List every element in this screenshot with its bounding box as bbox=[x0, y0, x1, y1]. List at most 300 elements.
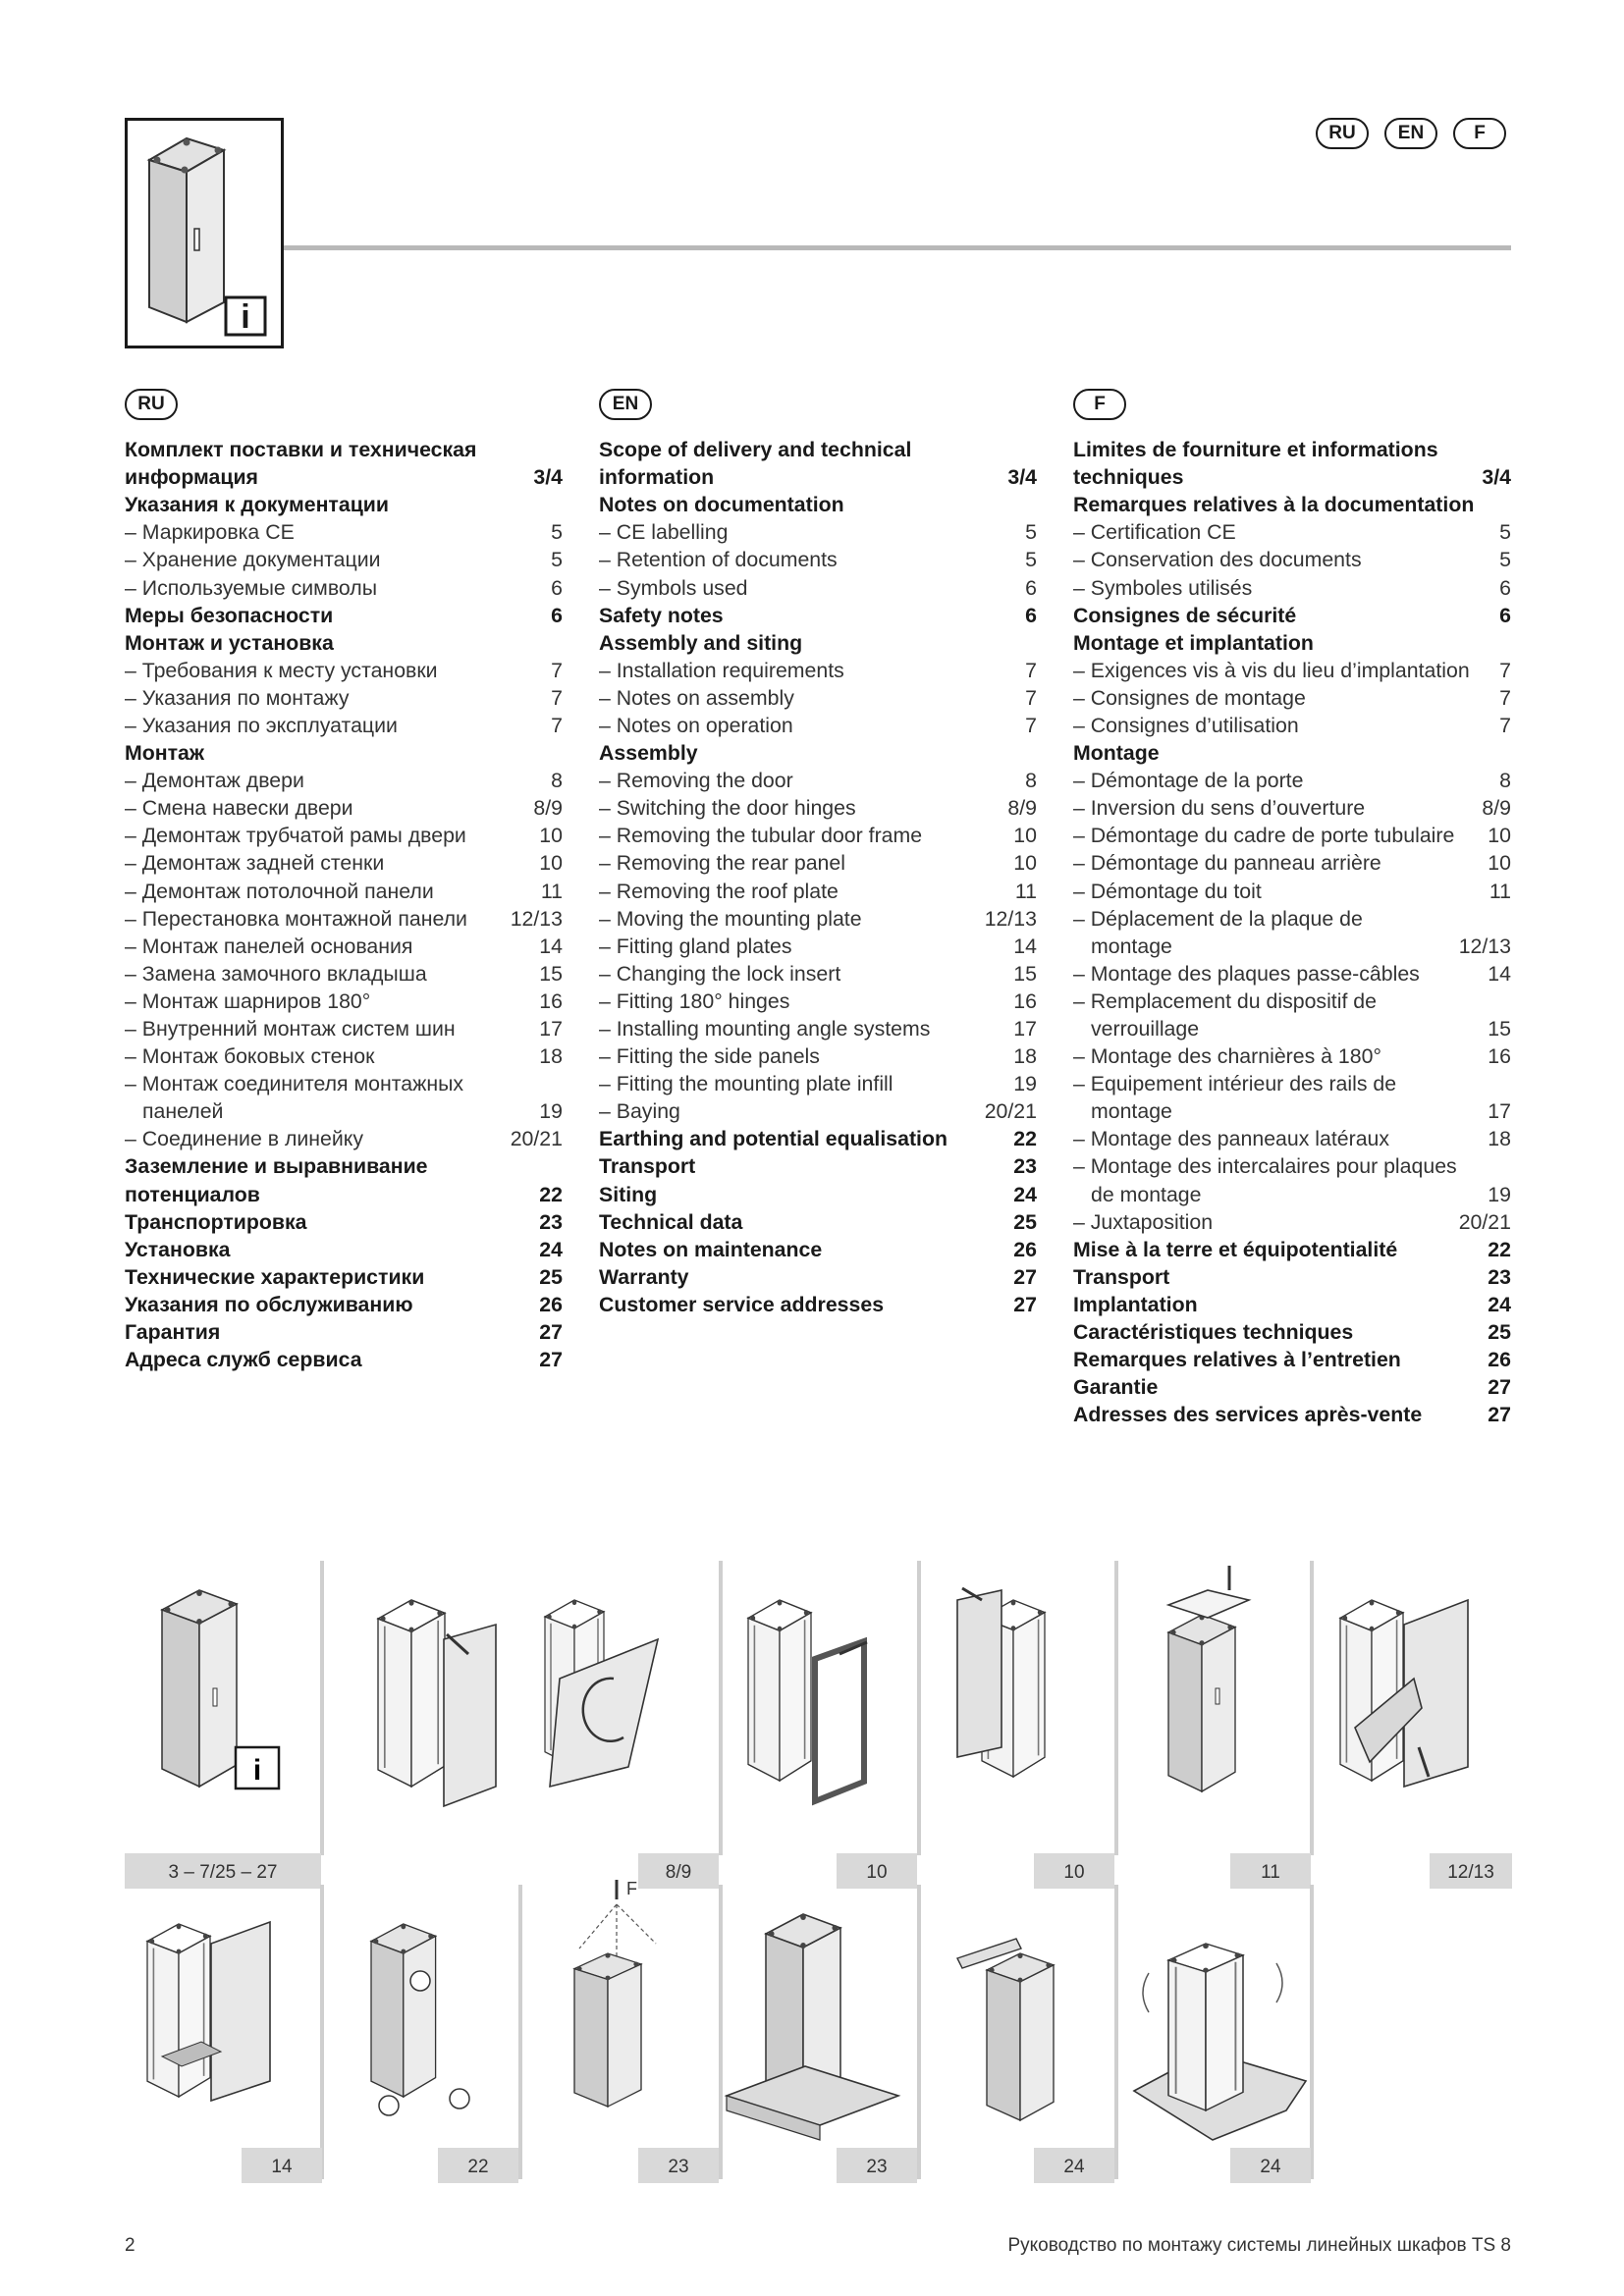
toc-entry-label: – Consignes d’utilisation bbox=[1073, 713, 1299, 737]
toc-entry-page: 10 bbox=[1488, 824, 1511, 848]
toc-entry-label: – Démontage du cadre de porte tubulaire bbox=[1073, 824, 1455, 848]
toc-heading bbox=[1073, 739, 1511, 767]
toc-subentry bbox=[599, 960, 1037, 988]
toc-heading bbox=[599, 1152, 1037, 1180]
toc-entry-label: – Installation requirements bbox=[599, 658, 844, 682]
toc-entry-page: 14 bbox=[1013, 934, 1037, 958]
cabinet-info-icon bbox=[128, 121, 281, 346]
toc-entry-label: Siting bbox=[599, 1182, 658, 1206]
toc-subentry bbox=[599, 822, 1037, 849]
toc-entry-label: Заземление и выравнивание потенциалов bbox=[125, 1154, 428, 1206]
toc-subentry bbox=[1073, 1070, 1511, 1125]
toc-heading bbox=[599, 491, 1037, 518]
toc-entry-page: 20/21 bbox=[984, 1099, 1037, 1124]
toc-column-ru bbox=[125, 389, 563, 1373]
toc-entry-page: 3/4 bbox=[1482, 465, 1511, 490]
toc-entry-label: – Fitting gland plates bbox=[599, 934, 792, 958]
figure-10 bbox=[727, 1914, 898, 2140]
toc-heading bbox=[1073, 1346, 1511, 1373]
toc-entry-page: 15 bbox=[1013, 961, 1037, 986]
figure-caption: 22 bbox=[467, 2157, 489, 2177]
figure-5 bbox=[1168, 1566, 1249, 1791]
toc-entry-label: – Exigences vis à vis du lieu d’implantation bbox=[1073, 658, 1470, 682]
toc-entry-page: 10 bbox=[1488, 851, 1511, 876]
toc-lang-badge: F bbox=[1073, 389, 1126, 420]
toc-entry-page: 27 bbox=[1013, 1264, 1037, 1289]
toc-subentry bbox=[1073, 988, 1511, 1042]
toc-entry-label: Mise à la terre et équipotentialité bbox=[1073, 1237, 1398, 1261]
toc-heading bbox=[599, 1125, 1037, 1152]
toc-heading bbox=[599, 1263, 1037, 1291]
toc-entry-label: Transport bbox=[1073, 1264, 1170, 1289]
toc-heading bbox=[599, 602, 1037, 629]
toc-entry-label: Transport bbox=[599, 1154, 696, 1179]
lang-badge-ru: RU bbox=[1316, 118, 1369, 149]
toc-entry-label: – Montage des plaques passe-câbles bbox=[1073, 961, 1420, 986]
toc-entry-label: Notes on documentation bbox=[599, 493, 844, 517]
toc-entry-label: – Монтаж соединителя монтажных панелей bbox=[125, 1072, 464, 1124]
toc-entries bbox=[599, 436, 1037, 1318]
toc-heading bbox=[599, 1208, 1037, 1236]
toc-entry-page: 27 bbox=[539, 1320, 563, 1345]
toc-subentry bbox=[1073, 1152, 1511, 1207]
toc-entry-label: – Montage des charnières à 180° bbox=[1073, 1044, 1381, 1069]
toc-heading bbox=[1073, 1236, 1511, 1263]
toc-subentry bbox=[599, 878, 1037, 905]
toc-entry-label: Адреса служб сервиса bbox=[125, 1348, 362, 1372]
toc-subentry bbox=[599, 767, 1037, 794]
toc-entry-label: – Демонтаж потолочной панели bbox=[125, 879, 434, 903]
toc-entry-page: 3/4 bbox=[1007, 465, 1037, 490]
toc-subentry bbox=[125, 794, 563, 822]
toc-entry-label: – Монтаж боковых стенок bbox=[125, 1044, 375, 1069]
toc-entry-label: – Baying bbox=[599, 1099, 680, 1124]
lang-badge-f: F bbox=[1453, 118, 1506, 149]
toc-entry-label: Caractéristiques techniques bbox=[1073, 1320, 1354, 1345]
toc-heading bbox=[125, 629, 563, 657]
column-divider bbox=[719, 1885, 723, 2179]
toc-subentry bbox=[125, 1015, 563, 1042]
toc-entry-label: – Démontage du panneau arrière bbox=[1073, 851, 1381, 876]
toc-entry-page: 25 bbox=[539, 1264, 563, 1289]
toc-entry-page: 16 bbox=[1013, 988, 1037, 1013]
toc-entry-page: 5 bbox=[1499, 520, 1511, 545]
toc-entry-page: 15 bbox=[1488, 1017, 1511, 1041]
toc-entry-page: 17 bbox=[1013, 1017, 1037, 1041]
toc-entry-page: 8/9 bbox=[533, 796, 563, 821]
toc-entry-label: – Changing the lock insert bbox=[599, 961, 841, 986]
toc-subentry bbox=[1073, 878, 1511, 905]
toc-heading bbox=[599, 739, 1037, 767]
toc-heading bbox=[125, 1208, 563, 1236]
toc-entry-page: 20/21 bbox=[1458, 1209, 1511, 1234]
figure-1 bbox=[162, 1590, 279, 1789]
toc-heading bbox=[125, 1318, 563, 1346]
toc-subentry bbox=[125, 546, 563, 573]
header-rule bbox=[284, 245, 1511, 250]
toc-entry-label: Notes on maintenance bbox=[599, 1237, 823, 1261]
toc-entry-label: – Демонтаж двери bbox=[125, 769, 304, 793]
toc-subentry bbox=[1073, 822, 1511, 849]
toc-entry-page: 7 bbox=[1025, 658, 1037, 682]
toc-entry-label: – Монтаж панелей основания bbox=[125, 934, 413, 958]
toc-entry-page: 16 bbox=[539, 988, 563, 1013]
column-divider bbox=[320, 1885, 324, 2179]
toc-entry-page: 23 bbox=[539, 1209, 563, 1234]
toc-entry-page: 12/13 bbox=[510, 906, 563, 931]
toc-lang-badge: EN bbox=[599, 389, 652, 420]
toc-heading bbox=[125, 739, 563, 767]
column-divider bbox=[1114, 1885, 1118, 2179]
toc-entry-page: 26 bbox=[539, 1292, 563, 1316]
column-divider bbox=[518, 1885, 522, 2179]
toc-entry-page: 22 bbox=[1013, 1127, 1037, 1151]
toc-entry-label: – Switching the door hinges bbox=[599, 796, 856, 821]
column-divider bbox=[1310, 1885, 1314, 2179]
page-number: 2 bbox=[125, 2235, 135, 2256]
toc-entry-page: 10 bbox=[539, 824, 563, 848]
toc-subentry bbox=[1073, 960, 1511, 988]
toc-entry-page: 10 bbox=[539, 851, 563, 876]
toc-subentry bbox=[125, 878, 563, 905]
toc-subentry bbox=[125, 712, 563, 739]
toc-subentry bbox=[599, 794, 1037, 822]
toc-entry-label: – Указания по эксплуатации bbox=[125, 713, 398, 737]
toc-subentry bbox=[125, 988, 563, 1015]
toc-heading bbox=[1073, 1263, 1511, 1291]
toc-entry-page: 11 bbox=[1489, 879, 1511, 903]
toc-subentry bbox=[1073, 905, 1511, 960]
figure-3 bbox=[748, 1600, 867, 1801]
toc-heading bbox=[125, 602, 563, 629]
toc-entry-label: – Montage des panneaux latéraux bbox=[1073, 1127, 1390, 1151]
toc-heading bbox=[125, 436, 563, 491]
toc-entry-page: 8 bbox=[551, 769, 563, 793]
toc-heading bbox=[1073, 602, 1511, 629]
toc-entry-page: 7 bbox=[551, 713, 563, 737]
toc-subentry bbox=[1073, 1208, 1511, 1236]
toc-entry-page: 24 bbox=[1488, 1292, 1511, 1316]
toc-entry-label: – Déplacement de la plaque de montage bbox=[1073, 906, 1363, 958]
toc-entry-page: 27 bbox=[539, 1348, 563, 1372]
figure-caption: 3 – 7/25 – 27 bbox=[168, 1862, 278, 1883]
force-label: F bbox=[626, 1879, 637, 1898]
toc-subentry bbox=[599, 933, 1037, 960]
toc-heading bbox=[1073, 1318, 1511, 1346]
toc-entry-label: Limites de fourniture et informations techniques bbox=[1073, 438, 1438, 490]
toc-entry-page: 14 bbox=[539, 934, 563, 958]
toc-subentry bbox=[125, 933, 563, 960]
figure-9 bbox=[574, 1879, 656, 2107]
toc-subentry bbox=[599, 988, 1037, 1015]
toc-heading bbox=[599, 436, 1037, 491]
toc-entry-label: Earthing and potential equalisation bbox=[599, 1127, 947, 1151]
toc-subentry bbox=[1073, 712, 1511, 739]
toc-entry-page: 27 bbox=[1488, 1375, 1511, 1400]
toc-entry-page: 7 bbox=[551, 685, 563, 710]
toc-entry-label: – Соединение в линейку bbox=[125, 1127, 363, 1151]
toc-entry-label: Транспортировка bbox=[125, 1209, 307, 1234]
toc-entry-label: Implantation bbox=[1073, 1292, 1198, 1316]
toc-entry-label: – Демонтаж трубчатой рамы двери bbox=[125, 824, 466, 848]
toc-heading bbox=[1073, 1373, 1511, 1401]
figure-caption: 24 bbox=[1260, 2157, 1281, 2177]
column-divider bbox=[917, 1885, 921, 2179]
column-divider bbox=[1114, 1561, 1118, 1855]
toc-entry-page: 22 bbox=[539, 1182, 563, 1206]
toc-entry-label: – Fitting 180° hinges bbox=[599, 988, 790, 1013]
figure-4 bbox=[957, 1588, 1045, 1777]
toc-entry-label: Assembly and siting bbox=[599, 630, 803, 655]
toc-entry-label: Remarques relatives à la documentation bbox=[1073, 493, 1475, 517]
toc-subentry bbox=[599, 546, 1037, 573]
toc-entry-label: Монтаж и установка bbox=[125, 630, 334, 655]
toc-entry-label: Scope of delivery and technical information bbox=[599, 438, 912, 490]
toc-entry-label: Remarques relatives à l’entretien bbox=[1073, 1348, 1401, 1372]
toc-subentry bbox=[125, 1125, 563, 1152]
toc-entry-label: – Retention of documents bbox=[599, 548, 838, 572]
toc-entry-page: 17 bbox=[1488, 1099, 1511, 1124]
toc-entry-page: 23 bbox=[1488, 1264, 1511, 1289]
toc-entry-page: 7 bbox=[551, 658, 563, 682]
figure-6 bbox=[1340, 1600, 1468, 1787]
toc-entry-page: 8 bbox=[1499, 769, 1511, 793]
toc-subentry bbox=[125, 574, 563, 602]
toc-entry-label: – Removing the rear panel bbox=[599, 851, 845, 876]
toc-entry-page: 25 bbox=[1488, 1320, 1511, 1345]
toc-entry-label: Consignes de sécurité bbox=[1073, 603, 1297, 627]
toc-entry-label: – Remplacement du dispositif de verrouillage bbox=[1073, 988, 1377, 1041]
figure-caption: 24 bbox=[1063, 2157, 1085, 2177]
toc-entry-label: – Consignes de montage bbox=[1073, 685, 1306, 710]
toc-entry-label: Гарантия bbox=[125, 1320, 221, 1345]
figure-caption: 23 bbox=[668, 2157, 689, 2177]
toc-entry-page: 18 bbox=[539, 1044, 563, 1069]
toc-entry-page: 14 bbox=[1488, 961, 1511, 986]
toc-entry-page: 6 bbox=[551, 603, 563, 627]
toc-entry-page: 27 bbox=[1488, 1403, 1511, 1427]
figure-caption: 11 bbox=[1261, 1862, 1280, 1883]
toc-entry-page: 24 bbox=[1013, 1182, 1037, 1206]
column-divider bbox=[1310, 1561, 1314, 1855]
toc-entry-page: 6 bbox=[1499, 575, 1511, 600]
toc-subentry bbox=[599, 905, 1037, 933]
info-letter: i bbox=[241, 298, 250, 336]
toc-entry-label: – Notes on operation bbox=[599, 713, 793, 737]
toc-column-f bbox=[1073, 389, 1511, 1428]
column-divider bbox=[719, 1561, 723, 1855]
toc-entry-label: – Замена замочного вкладыша bbox=[125, 961, 427, 986]
figure-8 bbox=[371, 1924, 469, 2115]
toc-entry-page: 6 bbox=[551, 575, 563, 600]
toc-entry-label: – Требования к месту установки bbox=[125, 658, 438, 682]
toc-entry-label: Указания к документации bbox=[125, 493, 389, 517]
toc-subentry bbox=[1073, 574, 1511, 602]
toc-entry-page: 5 bbox=[1025, 520, 1037, 545]
toc-entry-label: – Перестановка монтажной панели bbox=[125, 906, 467, 931]
toc-entry-page: 8/9 bbox=[1007, 796, 1037, 821]
language-selector bbox=[1316, 118, 1506, 149]
header-cabinet-info-image bbox=[125, 118, 284, 348]
figure-info-letter: i bbox=[252, 1754, 262, 1787]
toc-entry-page: 19 bbox=[539, 1099, 563, 1124]
toc-subentry bbox=[125, 684, 563, 712]
toc-subentry bbox=[125, 822, 563, 849]
toc-entry-label: – Маркировка CE bbox=[125, 520, 295, 545]
toc-entry-label: – Installing mounting angle systems bbox=[599, 1017, 931, 1041]
figure-caption: 8/9 bbox=[665, 1862, 692, 1883]
toc-entry-label: Adresses des services après-vente bbox=[1073, 1403, 1423, 1427]
toc-subentry bbox=[599, 712, 1037, 739]
toc-heading bbox=[125, 1263, 563, 1291]
toc-entry-label: – CE labelling bbox=[599, 520, 729, 545]
toc-subentry bbox=[599, 518, 1037, 546]
toc-subentry bbox=[599, 1015, 1037, 1042]
toc-heading bbox=[1073, 629, 1511, 657]
toc-entry-page: 19 bbox=[1013, 1072, 1037, 1096]
toc-subentry bbox=[599, 1070, 1037, 1097]
toc-subentry bbox=[1073, 518, 1511, 546]
toc-entry-page: 3/4 bbox=[533, 465, 563, 490]
toc-heading bbox=[1073, 1291, 1511, 1318]
toc-entry-label: – Montage des intercalaires pour plaques de montage bbox=[1073, 1154, 1457, 1206]
column-divider bbox=[917, 1561, 921, 1855]
toc-entry-label: – Symbols used bbox=[599, 575, 748, 600]
toc-entry-page: 5 bbox=[551, 520, 563, 545]
figure-2 bbox=[378, 1600, 658, 1806]
toc-entries bbox=[1073, 436, 1511, 1428]
toc-entry-label: Комплект поставки и техническая информация bbox=[125, 438, 477, 490]
toc-entry-label: – Fitting the side panels bbox=[599, 1044, 820, 1069]
toc-heading bbox=[1073, 1401, 1511, 1428]
toc-entry-page: 5 bbox=[551, 548, 563, 572]
toc-entry-page: 20/21 bbox=[510, 1127, 563, 1151]
toc-entry-page: 6 bbox=[1499, 603, 1511, 627]
toc-heading bbox=[125, 1236, 563, 1263]
toc-entry-label: – Conservation des documents bbox=[1073, 548, 1362, 572]
toc-entry-label: – Используемые символы bbox=[125, 575, 378, 600]
figure-caption: 23 bbox=[866, 2157, 888, 2177]
toc-entry-label: – Moving the mounting plate bbox=[599, 906, 862, 931]
toc-entry-page: 11 bbox=[540, 879, 563, 903]
figure-caption: 12/13 bbox=[1447, 1862, 1494, 1883]
toc-entry-label: – Notes on assembly bbox=[599, 685, 794, 710]
toc-entry-label: Technical data bbox=[599, 1209, 743, 1234]
toc-entry-label: – Symboles utilisés bbox=[1073, 575, 1253, 600]
toc-entry-label: Customer service addresses bbox=[599, 1292, 885, 1316]
toc-entry-page: 26 bbox=[1013, 1237, 1037, 1261]
toc-entry-page: 7 bbox=[1025, 685, 1037, 710]
toc-entry-page: 6 bbox=[1025, 603, 1037, 627]
toc-subentry bbox=[1073, 794, 1511, 822]
toc-subentry bbox=[125, 767, 563, 794]
toc-subentry bbox=[125, 960, 563, 988]
footer-title: Руководство по монтажу системы линейных шкафов TS 8 bbox=[1007, 2235, 1511, 2256]
toc-entry-page: 26 bbox=[1488, 1348, 1511, 1372]
toc-entry-label: – Juxtaposition bbox=[1073, 1209, 1214, 1234]
toc-entry-page: 11 bbox=[1014, 879, 1037, 903]
toc-entry-page: 18 bbox=[1013, 1044, 1037, 1069]
toc-entries bbox=[125, 436, 563, 1373]
toc-entry-page: 12/13 bbox=[984, 906, 1037, 931]
toc-entry-label: Технические характеристики bbox=[125, 1264, 425, 1289]
toc-subentry bbox=[1073, 546, 1511, 573]
toc-entry-label: – Смена навески двери bbox=[125, 796, 353, 821]
illustration-grid bbox=[0, 1561, 1624, 2189]
toc-entry-label: – Fitting the mounting plate infill bbox=[599, 1072, 893, 1096]
toc-entry-page: 7 bbox=[1025, 713, 1037, 737]
toc-subentry bbox=[599, 1097, 1037, 1125]
toc-subentry bbox=[125, 1042, 563, 1070]
figure-caption: 14 bbox=[271, 2157, 293, 2177]
toc-entry-page: 24 bbox=[539, 1237, 563, 1261]
column-divider bbox=[320, 1561, 324, 1855]
toc-subentry bbox=[1073, 657, 1511, 684]
lang-badge-en: EN bbox=[1384, 118, 1437, 149]
toc-heading bbox=[599, 1181, 1037, 1208]
toc-entry-label: – Монтаж шарниров 180° bbox=[125, 988, 371, 1013]
toc-subentry bbox=[125, 518, 563, 546]
figure-caption: 10 bbox=[866, 1862, 888, 1883]
toc-heading bbox=[599, 629, 1037, 657]
toc-subentry bbox=[1073, 1042, 1511, 1070]
toc-heading bbox=[1073, 491, 1511, 518]
figure-11 bbox=[957, 1939, 1054, 2120]
figure-caption: 10 bbox=[1063, 1862, 1085, 1883]
toc-entry-label: – Removing the tubular door frame bbox=[599, 824, 923, 848]
toc-entry-page: 25 bbox=[1013, 1209, 1037, 1234]
toc-heading bbox=[1073, 436, 1511, 491]
toc-entry-page: 8/9 bbox=[1482, 796, 1511, 821]
toc-entry-label: Warranty bbox=[599, 1264, 689, 1289]
toc-entry-label: – Хранение документации bbox=[125, 548, 381, 572]
toc-subentry bbox=[599, 1042, 1037, 1070]
toc-subentry bbox=[125, 657, 563, 684]
toc-entry-label: – Removing the door bbox=[599, 769, 793, 793]
toc-subentry bbox=[599, 849, 1037, 877]
toc-heading bbox=[599, 1236, 1037, 1263]
toc-entry-label: Assembly bbox=[599, 741, 698, 766]
toc-subentry bbox=[125, 1070, 563, 1125]
toc-subentry bbox=[1073, 767, 1511, 794]
toc-entry-page: 18 bbox=[1488, 1127, 1511, 1151]
toc-subentry bbox=[1073, 849, 1511, 877]
toc-subentry bbox=[1073, 684, 1511, 712]
toc-heading bbox=[125, 1346, 563, 1373]
toc-subentry bbox=[125, 849, 563, 877]
toc-entry-label: Safety notes bbox=[599, 603, 724, 627]
toc-subentry bbox=[125, 905, 563, 933]
toc-entry-label: – Указания по монтажу bbox=[125, 685, 350, 710]
toc-entry-page: 5 bbox=[1025, 548, 1037, 572]
toc-entry-page: 7 bbox=[1499, 713, 1511, 737]
toc-heading bbox=[599, 1291, 1037, 1318]
toc-entry-page: 15 bbox=[539, 961, 563, 986]
toc-entry-label: – Démontage de la porte bbox=[1073, 769, 1304, 793]
toc-entry-label: – Equipement intérieur des rails de montage bbox=[1073, 1072, 1397, 1124]
toc-entry-label: Указания по обслуживанию bbox=[125, 1292, 413, 1316]
toc-entry-page: 16 bbox=[1488, 1044, 1511, 1069]
toc-entry-page: 5 bbox=[1499, 548, 1511, 572]
toc-entry-page: 10 bbox=[1013, 824, 1037, 848]
toc-entry-page: 22 bbox=[1488, 1237, 1511, 1261]
toc-entry-page: 23 bbox=[1013, 1154, 1037, 1179]
toc-column-en bbox=[599, 389, 1037, 1318]
toc-entry-page: 6 bbox=[1025, 575, 1037, 600]
toc-entry-label: – Демонтаж задней стенки bbox=[125, 851, 385, 876]
toc-entry-page: 17 bbox=[539, 1017, 563, 1041]
toc-subentry bbox=[599, 684, 1037, 712]
